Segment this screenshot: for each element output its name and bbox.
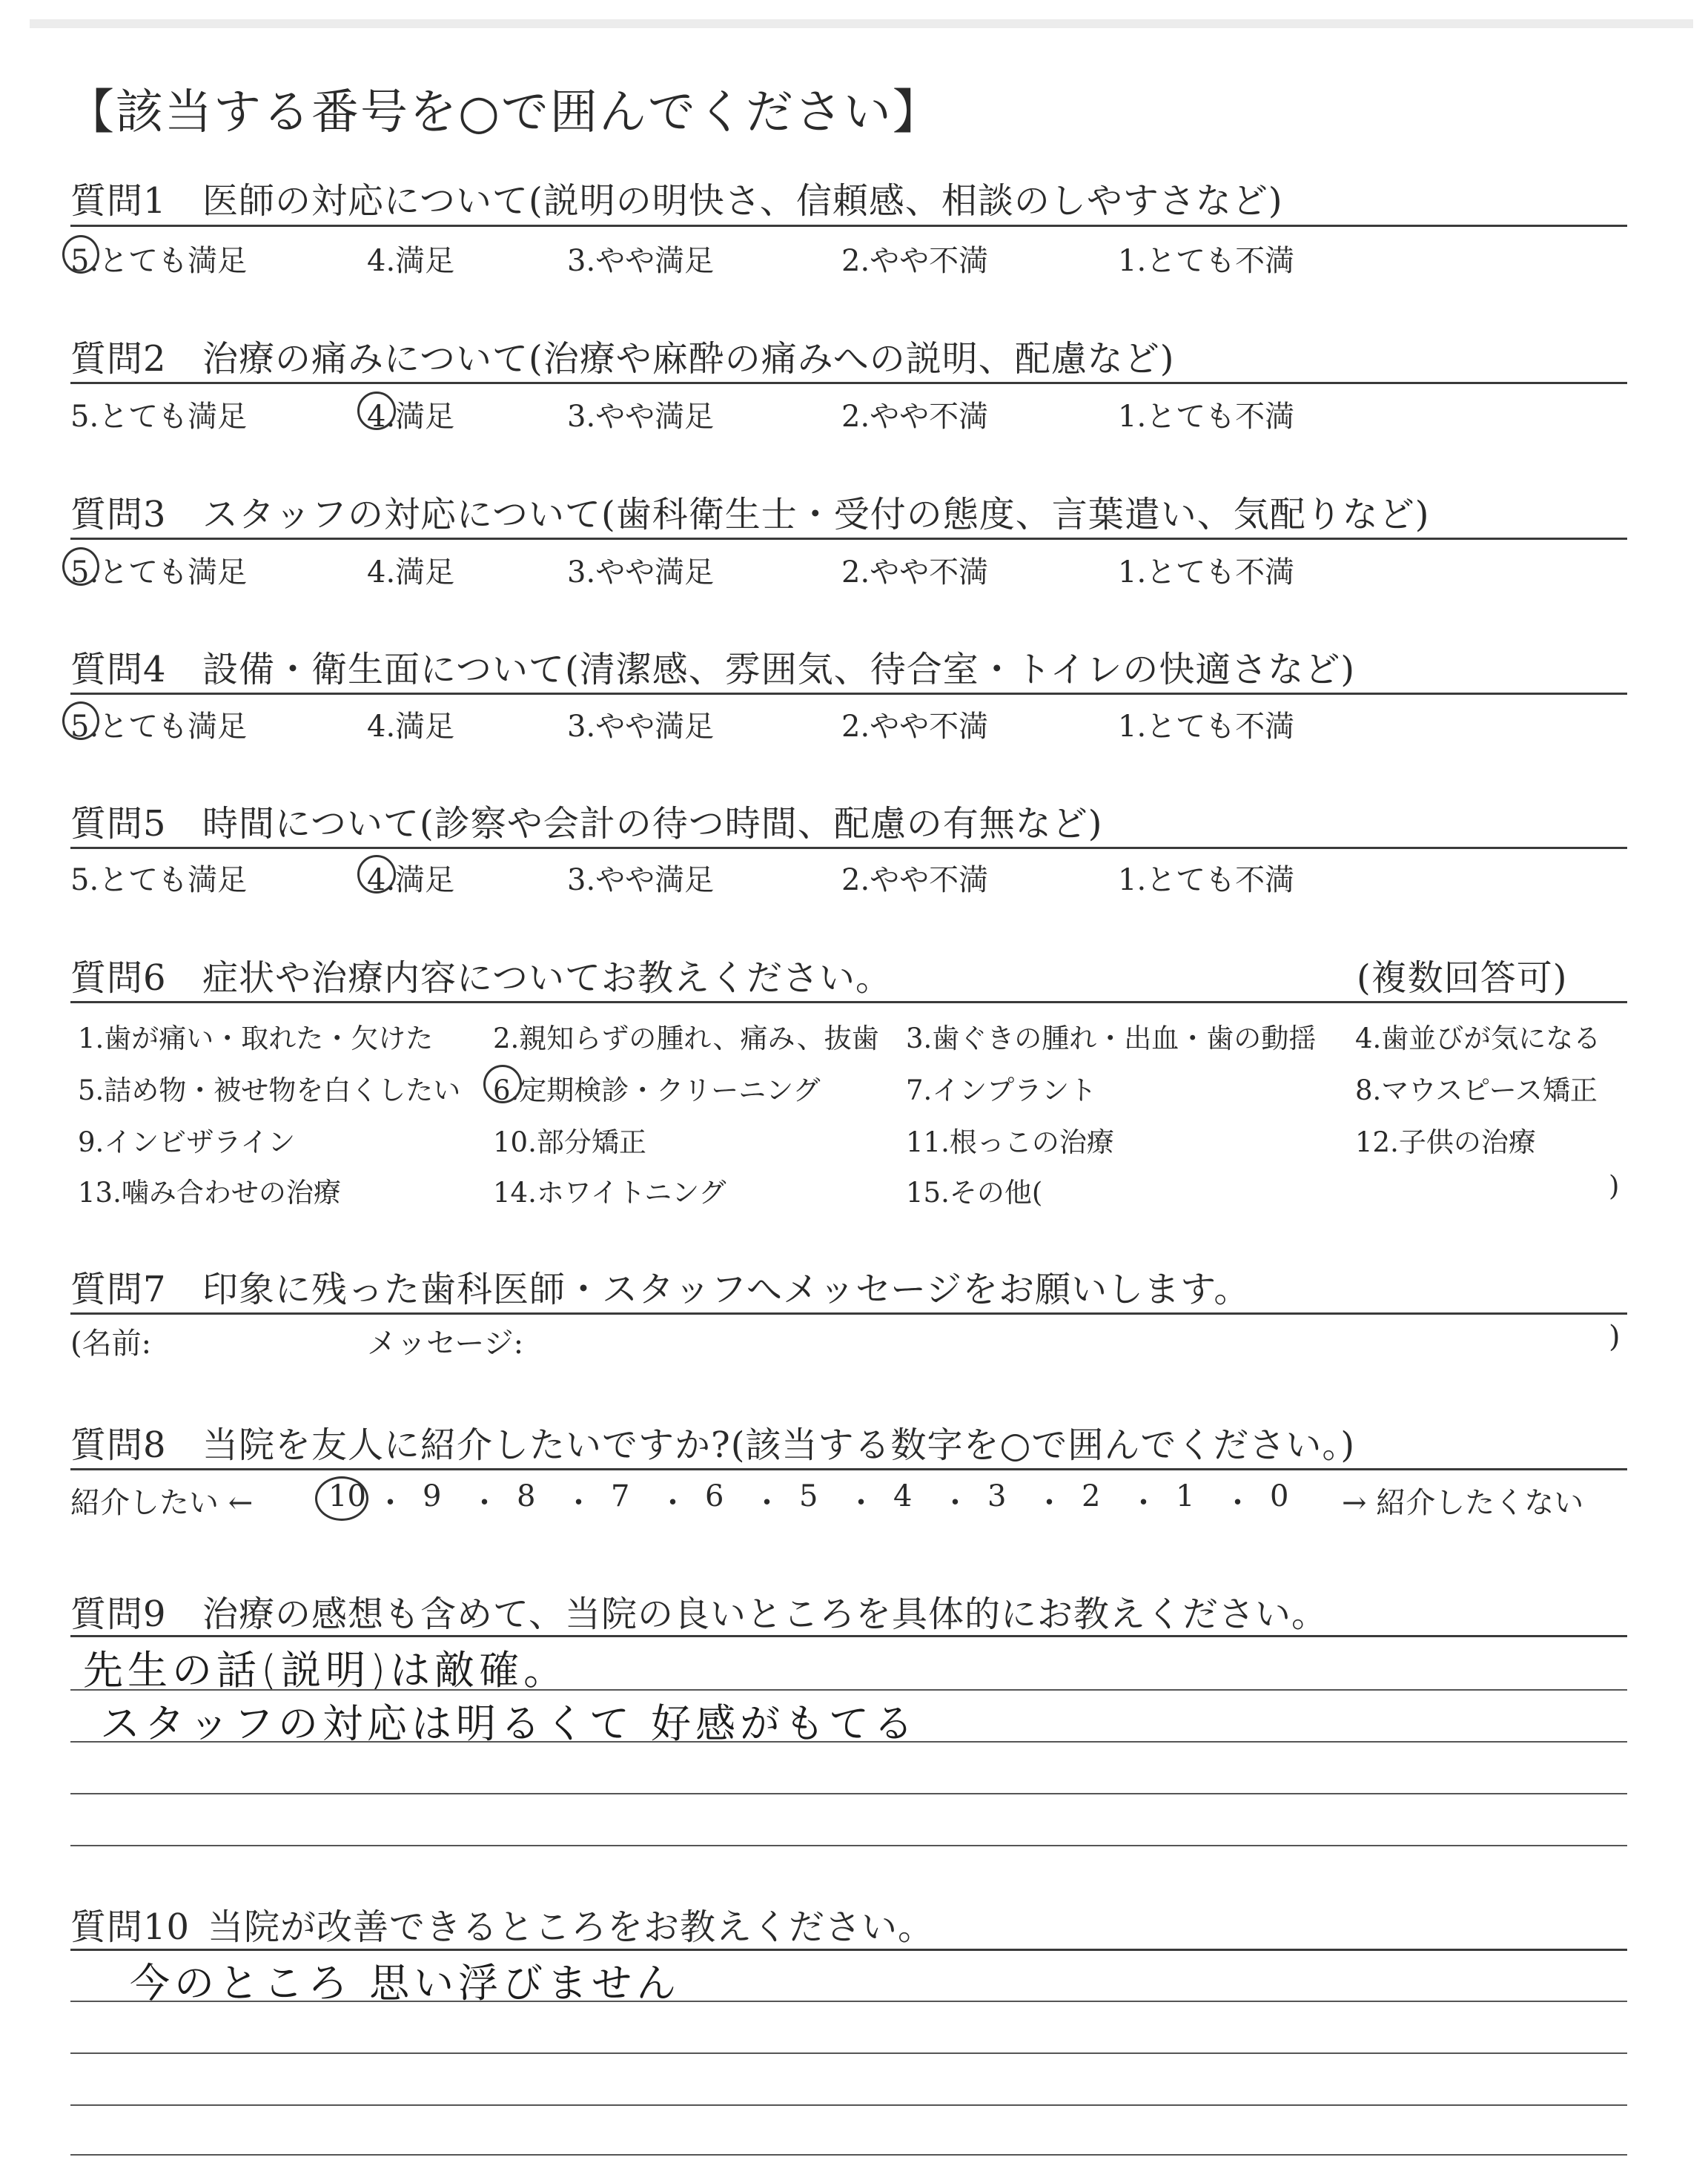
q6-option-12[interactable]: 12.子供の治療: [1355, 1126, 1536, 1158]
q7-name-label: (名前:: [70, 1327, 152, 1361]
q5-text: 時間について(診察や会計の待つ時間、配慮の有無など): [202, 803, 1103, 845]
q9-label: 質問9: [70, 1593, 167, 1635]
q10-answer-line: [70, 2104, 1627, 2106]
q4-text: 設備・衛生面について(清潔感、雰囲気、待合室・トイレの快適さなど): [202, 649, 1356, 690]
q8-scale-value-1[interactable]: 1: [1176, 1479, 1195, 1513]
q1-option-5[interactable]: 5.とても満足: [70, 244, 248, 278]
q6-option-1[interactable]: 1.歯が痛い・取れた・欠けた: [78, 1023, 434, 1054]
q7-close-paren: ): [1609, 1320, 1621, 1354]
q7-rule: [70, 1312, 1627, 1315]
q8-scale-separator: ・: [752, 1486, 782, 1520]
q5-option-4[interactable]: 4.満足: [367, 863, 455, 897]
q8-scale-separator: ・: [1034, 1486, 1065, 1520]
q8-label: 質問8: [70, 1424, 167, 1466]
q8-scale-value-9[interactable]: 9: [423, 1479, 442, 1513]
scan-top-edge: [30, 19, 1693, 28]
q6-option-15[interactable]: 15.その他(: [906, 1177, 1043, 1209]
q1-option-4[interactable]: 4.満足: [367, 244, 455, 278]
q4-option-1[interactable]: 1.とても不満: [1118, 710, 1295, 744]
q3-selection-circle: [62, 547, 99, 586]
q2-option-3[interactable]: 3.やや満足: [567, 400, 715, 434]
q2-option-5[interactable]: 5.とても満足: [70, 400, 248, 434]
q8-scale-separator: ・: [1128, 1486, 1159, 1520]
q1-text: 医師の対応について(説明の明快さ、信頼感、相談のしやすさなど): [202, 180, 1283, 222]
q6-option-6[interactable]: 6.定期検診・クリーニング: [493, 1074, 821, 1106]
q1-option-2[interactable]: 2.やや不満: [841, 244, 989, 278]
q3-option-3[interactable]: 3.やや満足: [567, 555, 715, 589]
q2-option-1[interactable]: 1.とても不満: [1118, 400, 1295, 434]
q6-option-2[interactable]: 2.親知らずの腫れ、痛み、抜歯: [493, 1023, 879, 1054]
q8-right-label: → 紹介したくない: [1342, 1486, 1584, 1520]
q9-answer-line: [70, 1845, 1627, 1846]
q10-answer-line: [70, 2052, 1627, 2054]
q8-scale-value-6[interactable]: 6: [705, 1479, 724, 1513]
q6-option-11[interactable]: 11.根っこの治療: [906, 1126, 1114, 1158]
q6-multiple-answer-note: (複数回答可): [1357, 957, 1568, 999]
q4-label: 質問4: [70, 649, 167, 690]
q8-scale-value-5[interactable]: 5: [799, 1479, 818, 1513]
q9-rule: [70, 1635, 1627, 1637]
q6-option-4[interactable]: 4.歯並びが気になる: [1355, 1023, 1601, 1054]
q6-option-13[interactable]: 13.噛み合わせの治療: [78, 1177, 341, 1209]
q1-selection-circle: [62, 235, 99, 274]
q2-option-2[interactable]: 2.やや不満: [841, 400, 989, 434]
q9-text: 治療の感想も含めて、当院の良いところを具体的にお教えください。: [202, 1593, 1328, 1635]
q7-message-label: メッセージ:: [367, 1327, 524, 1361]
q3-option-4[interactable]: 4.満足: [367, 555, 455, 589]
q8-scale-value-4[interactable]: 4: [893, 1479, 913, 1513]
q4-option-5[interactable]: 5.とても満足: [70, 710, 248, 744]
q1-rule: [70, 225, 1627, 227]
q2-option-4[interactable]: 4.満足: [367, 400, 455, 434]
q2-selection-circle: [357, 392, 396, 430]
q4-option-2[interactable]: 2.やや不満: [841, 710, 989, 744]
q6-text: 症状や治療内容についてお教えください。: [202, 957, 893, 999]
q1-option-3[interactable]: 3.やや満足: [567, 244, 715, 278]
q8-scale-value-7[interactable]: 7: [611, 1479, 630, 1513]
q8-scale-separator: ・: [469, 1486, 500, 1520]
q4-selection-circle: [62, 701, 99, 740]
q5-option-2[interactable]: 2.やや不満: [841, 863, 989, 897]
q7-text: 印象に残った歯科医師・スタッフへメッセージをお願いします。: [202, 1269, 1251, 1310]
q8-scale-value-2[interactable]: 2: [1082, 1479, 1101, 1513]
q7-label: 質問7: [70, 1269, 167, 1310]
q3-label: 質問3: [70, 494, 167, 535]
page-title: 【該当する番号を○で囲んでください】: [67, 85, 941, 140]
q6-option-3[interactable]: 3.歯ぐきの腫れ・出血・歯の動揺: [906, 1023, 1317, 1054]
q4-option-4[interactable]: 4.満足: [367, 710, 455, 744]
q8-selection-circle: [315, 1476, 368, 1521]
q4-option-3[interactable]: 3.やや満足: [567, 710, 715, 744]
q3-text: スタッフの対応について(歯科衛生士・受付の態度、言葉遣い、気配りなど): [202, 494, 1430, 535]
q5-option-3[interactable]: 3.やや満足: [567, 863, 715, 897]
q5-label: 質問5: [70, 803, 167, 845]
q6-label: 質問6: [70, 957, 167, 999]
q5-option-5[interactable]: 5.とても満足: [70, 863, 248, 897]
q8-scale-value-10[interactable]: 10: [328, 1479, 366, 1513]
q8-scale-value-0[interactable]: 0: [1270, 1479, 1289, 1513]
q2-label: 質問2: [70, 338, 167, 380]
q9-handwritten-answer-line-2: スタッフの対応は明るくて 好感がもてる: [100, 1700, 918, 1747]
q8-scale-separator: ・: [563, 1486, 594, 1520]
q10-label: 質問10: [70, 1906, 191, 1948]
q6-option-5[interactable]: 5.詰め物・被せ物を白くしたい: [78, 1074, 461, 1106]
q5-option-1[interactable]: 1.とても不満: [1118, 863, 1295, 897]
q8-left-label: 紹介したい ←: [70, 1486, 254, 1520]
q9-answer-line: [70, 1793, 1627, 1794]
q2-rule: [70, 382, 1627, 384]
q10-rule: [70, 1949, 1627, 1951]
q5-rule: [70, 847, 1627, 849]
q6-option-8[interactable]: 8.マウスピース矯正: [1355, 1074, 1598, 1106]
q8-scale-value-8[interactable]: 8: [517, 1479, 536, 1513]
q8-scale-separator: ・: [1222, 1486, 1253, 1520]
q8-scale-separator: ・: [658, 1486, 688, 1520]
q10-handwritten-answer: 今のところ 思い浮びません: [130, 1960, 681, 2007]
q5-selection-circle: [357, 855, 396, 894]
q2-text: 治療の痛みについて(治療や麻酔の痛みへの説明、配慮など): [202, 338, 1175, 380]
q1-label: 質問1: [70, 180, 167, 222]
q9-handwritten-answer-line-1: 先生の話(説明)は敵確。: [83, 1647, 569, 1694]
q8-rule: [70, 1468, 1627, 1470]
q6-option-10[interactable]: 10.部分矯正: [493, 1126, 646, 1158]
q10-text: 当院が改善できるところをお教えください。: [208, 1906, 935, 1948]
q3-rule: [70, 538, 1627, 540]
q8-scale-separator: ・: [940, 1486, 970, 1520]
q3-option-1[interactable]: 1.とても不満: [1118, 555, 1295, 589]
q8-scale-separator: ・: [846, 1486, 876, 1520]
q6-option-9[interactable]: 9.インビザライン: [78, 1126, 296, 1158]
q8-scale-separator: ・: [375, 1486, 406, 1520]
q6-selection-circle: [483, 1065, 522, 1103]
q6-other-close-paren: ): [1609, 1170, 1620, 1202]
q6-rule: [70, 1001, 1627, 1003]
q6-option-14[interactable]: 14.ホワイトニング: [493, 1177, 726, 1209]
q6-option-7[interactable]: 7.インプラント: [906, 1074, 1097, 1106]
q3-option-2[interactable]: 2.やや不満: [841, 555, 989, 589]
q10-answer-line: [70, 2154, 1627, 2156]
q8-text: 当院を友人に紹介したいですか?(該当する数字を○で囲んでください。): [202, 1424, 1356, 1466]
q3-option-5[interactable]: 5.とても満足: [70, 555, 248, 589]
q8-scale-value-3[interactable]: 3: [987, 1479, 1007, 1513]
q4-rule: [70, 693, 1627, 695]
q1-option-1[interactable]: 1.とても不満: [1118, 244, 1295, 278]
